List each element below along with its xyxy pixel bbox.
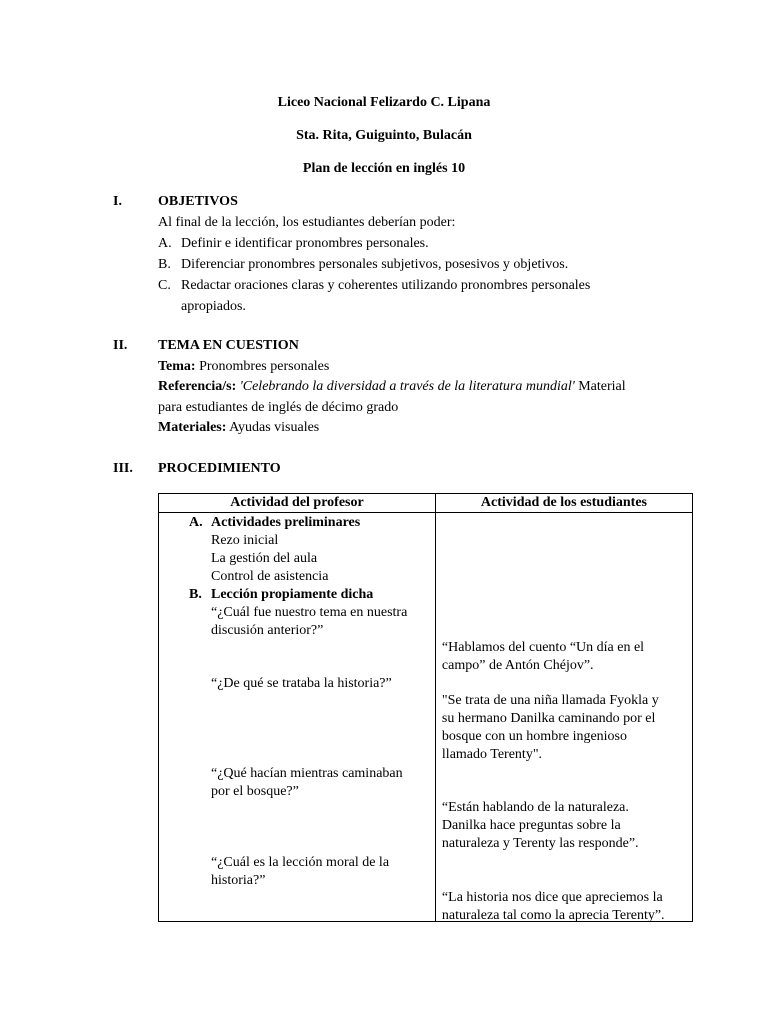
teacher-question-3: “¿Qué hacían mientras caminaban <box>211 766 403 781</box>
activity-b-title: Lección propiamente dicha <box>211 587 374 602</box>
activity-a-title: Actividades preliminares <box>211 515 361 530</box>
objective-b-text: Diferenciar pronombres personales subjetivos, posesivos y objetivos. <box>181 257 569 272</box>
topic-value: Pronombres personales <box>199 359 330 374</box>
reference-line-2: para estudiantes de inglés de décimo grado <box>158 400 399 415</box>
activity-a-item: Rezo inicial <box>211 533 279 548</box>
section-3-title: PROCEDIMIENTO <box>158 461 281 476</box>
teacher-activity-cell <box>159 513 436 922</box>
teacher-question-3-cont: por el bosque?” <box>211 784 299 799</box>
reference-label: Referencia/s: <box>158 379 237 394</box>
teacher-question-4: “¿Cuál es la lección moral de la <box>211 855 390 870</box>
student-response-2: "Se trata de una niña llamada Fyokla y <box>441 693 659 708</box>
objective-a-text: Definir e identificar pronombres personales. <box>181 236 429 251</box>
teacher-question-4-cont: historia?” <box>211 873 266 888</box>
col-header-teacher: Actividad del profesor <box>159 494 436 513</box>
reference-title: 'Celebrando la diversidad a través de la literatura mundial' <box>239 379 575 394</box>
teacher-question-2: “¿De qué se trataba la historia?” <box>211 676 392 691</box>
objective-a-letter: A. <box>158 236 172 251</box>
teacher-question-1-cont: discusión anterior?” <box>211 623 324 638</box>
topic-line <box>158 359 329 375</box>
student-response-2-cont: llamado Terenty". <box>441 747 543 762</box>
activity-a-letter: A. <box>189 515 203 530</box>
school-location: Sta. Rita, Guiguinto, Bulacán <box>296 128 472 143</box>
topic-label: Tema: <box>158 359 196 374</box>
section-3-number: III. <box>113 461 133 476</box>
materials-line <box>158 420 319 436</box>
activity-b-letter: B. <box>189 587 202 602</box>
section-1-number: I. <box>113 194 122 209</box>
reference-rest: Material <box>578 379 626 394</box>
student-response-4: “La historia nos dice que apreciemos la <box>441 890 663 905</box>
activity-a-item: La gestión del aula <box>211 551 318 566</box>
school-name: Liceo Nacional Felizardo C. Lipana <box>277 95 491 110</box>
student-response-3-cont: Danilka hace preguntas sobre la <box>441 818 621 833</box>
student-response-1: “Hablamos del cuento “Un día en el <box>441 640 645 655</box>
section-1-title: OBJETIVOS <box>158 194 238 209</box>
student-response-4-cont: naturaleza tal como la aprecia Terenty”. <box>441 908 665 923</box>
objective-c-letter: C. <box>158 278 171 293</box>
section-2-title: TEMA EN CUESTION <box>158 338 299 353</box>
student-response-2-cont: bosque con un hombre ingenioso <box>441 729 628 744</box>
table-header-row <box>159 494 693 513</box>
activity-a-item: Control de asistencia <box>211 569 329 584</box>
student-response-1-cont: campo” de Antón Chéjov”. <box>441 658 594 673</box>
objective-c-continuation: apropiados. <box>181 299 246 314</box>
table-row <box>159 513 693 922</box>
student-activity-cell <box>435 513 692 922</box>
reference-line <box>158 379 626 395</box>
section-2-number: II. <box>113 338 128 353</box>
materials-value: Ayudas visuales <box>229 420 320 435</box>
student-response-3: “Están hablando de la naturaleza. <box>441 800 629 815</box>
procedure-table <box>158 493 693 922</box>
objectives-intro: Al final de la lección, los estudiantes deberían poder: <box>158 215 456 230</box>
student-response-3-cont: naturaleza y Terenty las responde”. <box>441 836 639 851</box>
objective-c-text: Redactar oraciones claras y coherentes utilizando pronombres personales <box>181 278 591 293</box>
student-response-2-cont: su hermano Danilka caminando por el <box>441 711 656 726</box>
col-header-students: Actividad de los estudiantes <box>435 494 692 513</box>
objective-b-letter: B. <box>158 257 171 272</box>
materials-label: Materiales: <box>158 420 227 435</box>
teacher-question-1: “¿Cuál fue nuestro tema en nuestra <box>211 605 408 620</box>
plan-title: Plan de lección en inglés 10 <box>302 161 466 176</box>
